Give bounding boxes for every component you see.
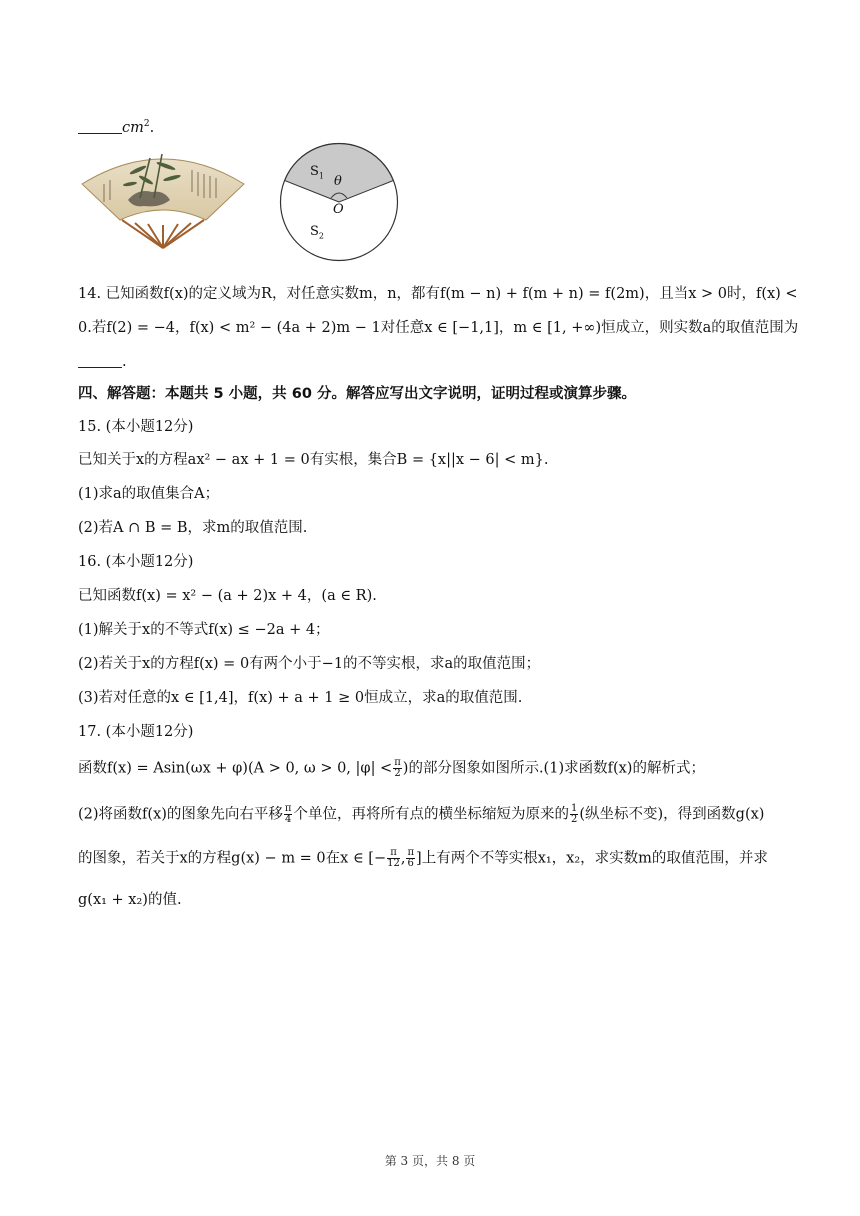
q13-answer-line <box>78 114 154 138</box>
label-s1: $S_1$ <box>310 164 324 181</box>
answer-blank <box>78 353 122 368</box>
page-footer: 第 3 页，共 8 页 <box>384 1154 476 1168</box>
q15-part-2: (2)若A ∩ B = B，求m的取值范围. <box>78 520 308 536</box>
answer-blank <box>78 119 122 134</box>
unit-exponent: 2 <box>143 119 150 129</box>
folding-fan-image <box>80 148 246 252</box>
section-4-heading: 四、解答题：本题共 5 小题，共 60 分。解答应写出文字说明，证明过程或演算步骤。 <box>78 386 636 402</box>
q17-part-2-line-3: g(x₁ + x₂)的值. <box>78 892 182 908</box>
q16-header: 16. (本小题12分) <box>78 554 194 570</box>
q15-part-1: (1)求a的取值集合A； <box>78 486 220 502</box>
q14-line-1: 14. 已知函数f(x)的定义域为R，对任意实数m，n，都有f(m − n) + f(m + n) = f(2m)，且当x > 0时，f(x) < <box>78 286 798 302</box>
q16-part-1: (1)解关于x的不等式f(x) ≤ −2a + 4； <box>78 622 330 638</box>
label-o: O <box>333 202 344 217</box>
period: . <box>149 119 155 136</box>
q16-part-2: (2)若关于x的方程f(x) = 0有两个小于−1的不等实根，求a的取值范围； <box>78 656 541 672</box>
q14-line-3: . <box>78 352 127 372</box>
q17-part-2-line-2: 的图象，若关于x的方程g(x) − m = 0在x ∈ [− $\frac{\pi}{12}$ , $\frac{\pi}{6}$ ]上有两个不等实根x₁，x₂，求实数m的取值范围，并求 <box>78 847 768 869</box>
q17-header: 17. (本小题12分) <box>78 724 194 740</box>
q14-line-2: 0.若f(2) = −4，f(x) < m² − (4a + 2)m − 1对任意x ∈ [−1,1]，m ∈ [1, +∞)恒成立，则实数a的取值范围为 <box>78 320 799 336</box>
q16-part-3: (3)若对任意的x ∈ [1,4]，f(x) + a + 1 ≥ 0恒成立，求a的取值范围. <box>78 690 523 706</box>
label-s2: $S_2$ <box>310 224 324 241</box>
q15-header: 15. (本小题12分) <box>78 419 194 435</box>
label-theta: θ <box>334 174 342 189</box>
q15-stem: 已知关于x的方程ax² − ax + 1 = 0有实根，集合B = {x||x − 6| < m}. <box>78 452 549 468</box>
q17-stem: 函数f(x) = Asin(ωx + φ)(A > 0, ω > 0, |φ| < $\frac{\pi}{2}$ )的部分图象如图所示.(1)求函数f(x)的解析式； <box>78 757 705 779</box>
q16-stem: 已知函数f(x) = x² − (a + 2)x + 4，(a ∈ R). <box>78 588 377 604</box>
q17-part-2-line-1: (2)将函数f(x)的图象先向右平移 $\frac{\pi}{4}$ 个单位，再将所有点的横坐标缩短为原来的 $\frac{1}{2}$ (纵坐标不变)，得到函数g(x) <box>78 803 765 825</box>
unit: cm <box>122 119 144 136</box>
